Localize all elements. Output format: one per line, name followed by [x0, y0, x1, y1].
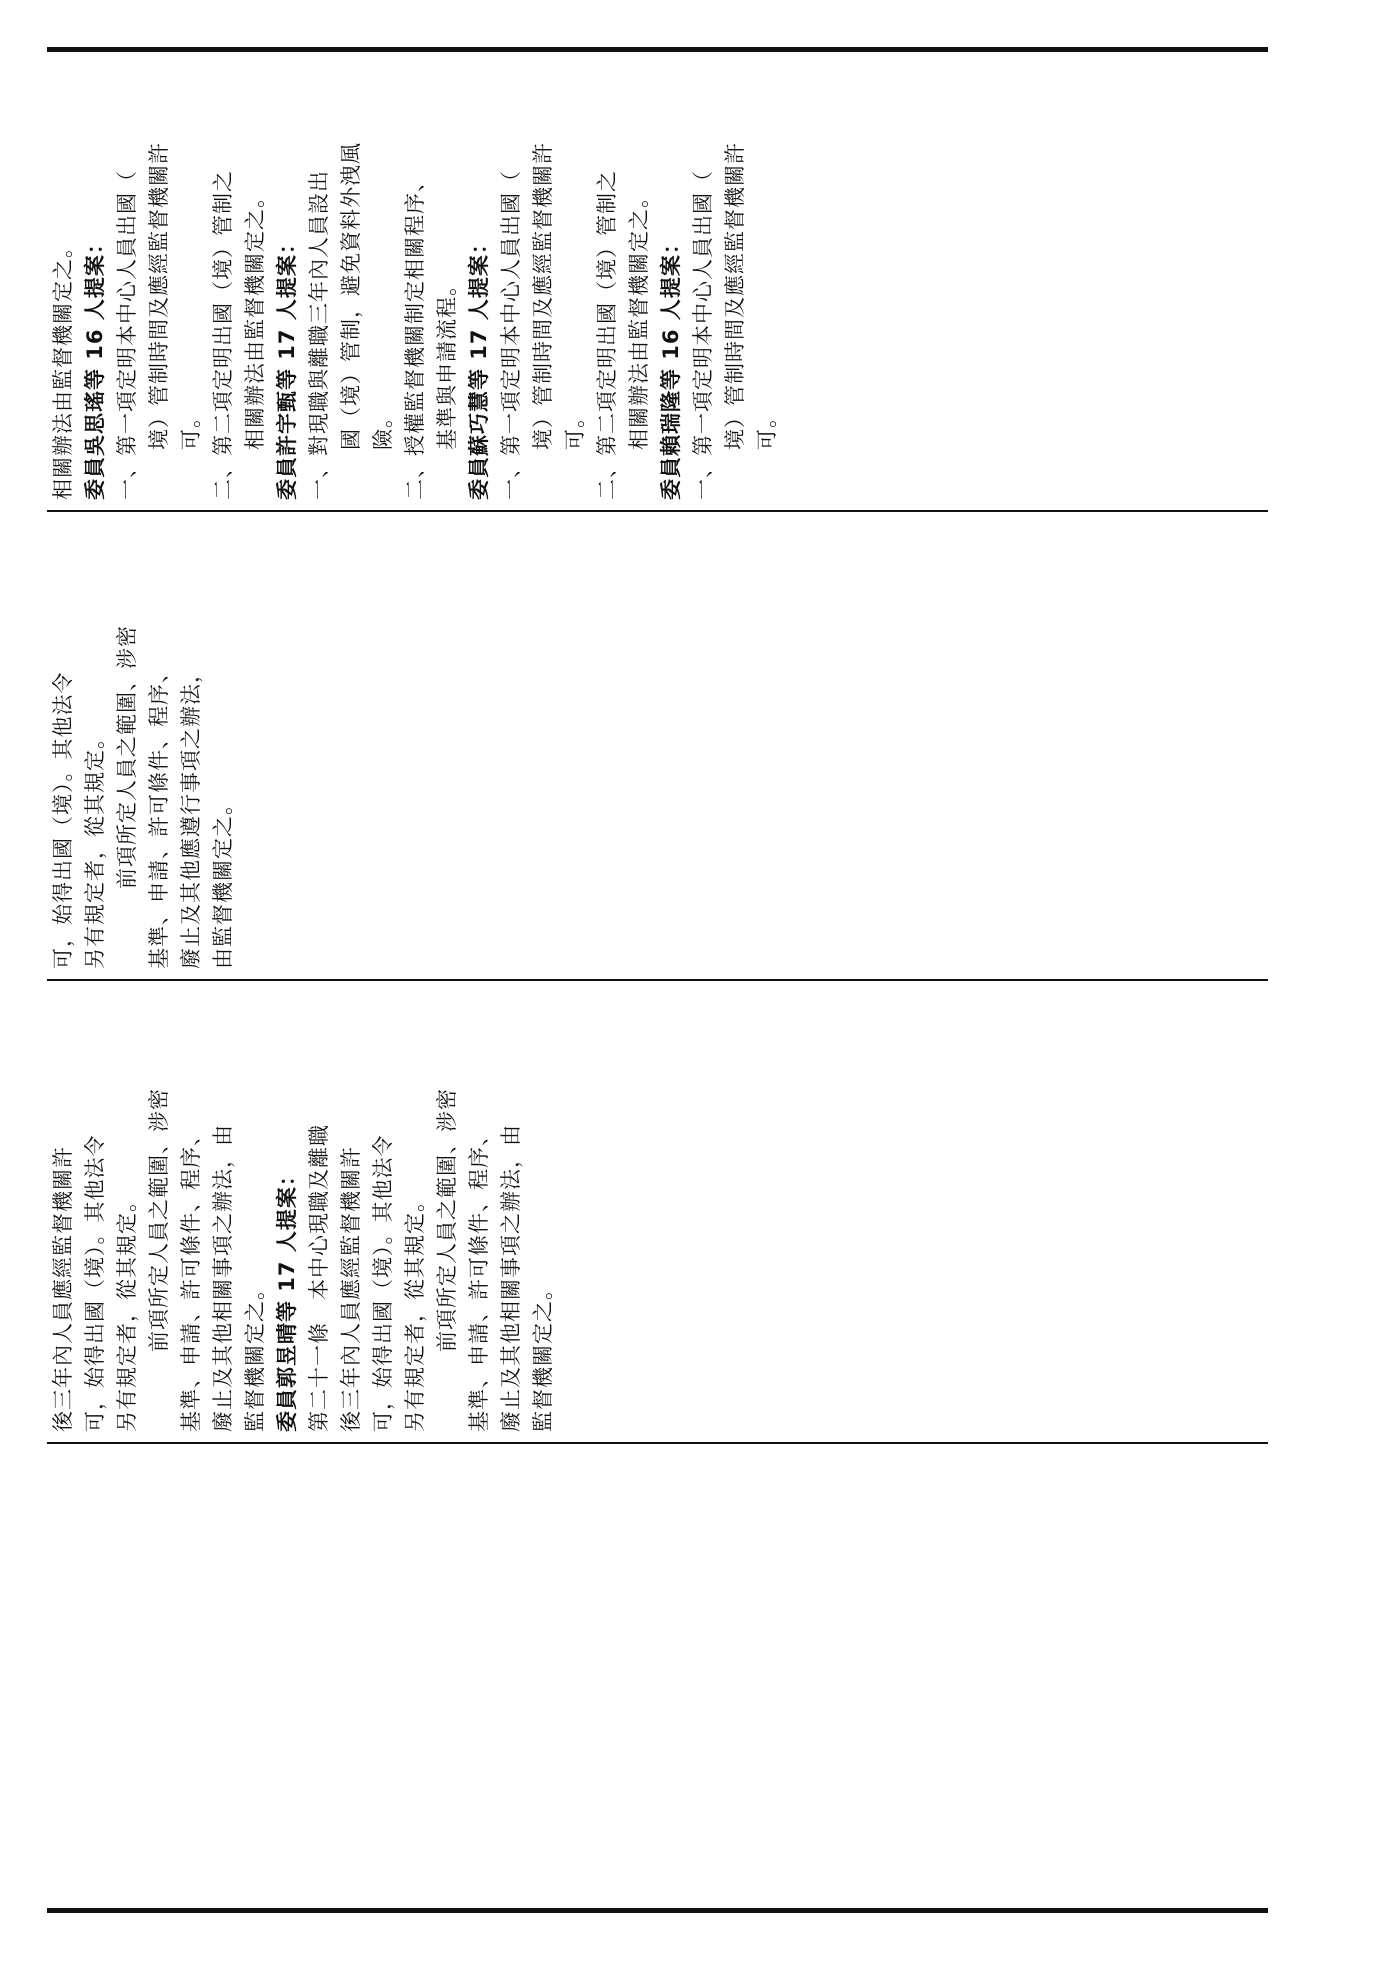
text-line: 前項所定人員之範圍、涉密 [435, 1088, 459, 1352]
table-top-rule [47, 47, 1268, 52]
text-line: 可，始得出國（境）。其他法令 [51, 671, 75, 969]
text-line: 相關辦法由監督機關定之。 [627, 186, 651, 450]
text-line: 廢止及其他應遵行事項之辦法， [179, 661, 203, 969]
text-line: 境）管制時間及應經監督機關許 [147, 142, 171, 450]
page-footer-rule [47, 1908, 1268, 1913]
text-line: 後三年內人員應經監督機關許 [51, 1146, 75, 1432]
text-line: 另有規定者，從其規定。 [83, 727, 107, 969]
text-line: 二、第二項定明出國（境）管制之 [211, 170, 235, 500]
text-line: 監督機關定之。 [243, 1278, 267, 1432]
proposer-heading: 委員吳思瑤等 16 人提案： [83, 232, 107, 500]
article-line: 第二十一條 本中心現職及離職 [307, 1124, 331, 1432]
text-line: 相關辦法由監督機關定之。 [243, 186, 267, 450]
text-line: 一、第一項定明本中心人員出國（ [691, 170, 715, 500]
current-text-column [47, 514, 1268, 977]
text-line: 基準、申請、許可條件、程序、 [467, 1124, 491, 1432]
text-line: 由監督機關定之。 [211, 793, 235, 969]
text-line: 一、第一項定明本中心人員出國（ [499, 170, 523, 500]
text-line: 可。 [179, 406, 203, 450]
text-line: 基準、申請、許可條件、程序、 [147, 661, 171, 969]
explanation-text-block [47, 54, 1268, 508]
proposer-heading: 委員郭昱晴等 17 人提案： [275, 1164, 299, 1432]
text-line: 一、對現職與離職三年內人員設出 [307, 170, 331, 500]
column-divider [47, 510, 1268, 512]
text-line: 相關辦法由監督機關定之。 [51, 236, 75, 500]
proposer-heading: 委員蘇巧慧等 17 人提案： [467, 232, 491, 500]
text-line: 前項所定人員之範圍、涉密 [147, 1088, 171, 1352]
text-line: 一、第一項定明本中心人員出國（ [115, 170, 139, 500]
text-line: 另有規定者，從其規定。 [115, 1190, 139, 1432]
text-line: 二、授權監督機關制定相關程序、 [403, 170, 427, 500]
text-line: 境）管制時間及應經監督機關許 [723, 142, 747, 450]
text-line: 二、第二項定明出國（境）管制之 [595, 170, 619, 500]
proposer-heading: 委員許宇甄等 17 人提案： [275, 232, 299, 500]
text-line: 另有規定者，從其規定。 [403, 1190, 427, 1432]
text-line: 廢止及其他相關事項之辦法，由 [211, 1124, 235, 1432]
text-line: 基準、申請、許可條件、程序、 [179, 1124, 203, 1432]
text-line: 廢止及其他相關事項之辦法，由 [499, 1124, 523, 1432]
text-line: 基準與申請流程。 [435, 274, 459, 450]
text-line: 前項所定人員之範圍、涉密 [115, 625, 139, 889]
text-line: 可，始得出國（境）。其他法令 [371, 1134, 395, 1432]
text-line: 後三年內人員應經監督機關許 [339, 1146, 363, 1432]
proposer-heading: 委員賴瑞隆等 16 人提案： [659, 232, 683, 500]
proposal-text-column [47, 983, 1268, 1440]
text-line: 國（境）管制，避免資料外洩風 [339, 142, 363, 450]
proposal-text-block [47, 983, 1268, 1440]
explanation-column [47, 54, 1268, 508]
text-line: 境）管制時間及應經監督機關許 [531, 142, 555, 450]
text-line: 監督機關定之。 [531, 1278, 555, 1432]
text-line: 可。 [563, 406, 587, 450]
column-divider [47, 979, 1268, 981]
current-text-block [47, 514, 1268, 977]
text-line: 可，始得出國（境）。其他法令 [83, 1134, 107, 1432]
text-line: 可。 [755, 406, 779, 450]
table-bottom-rule [47, 1442, 1268, 1444]
text-line: 險。 [371, 406, 395, 450]
